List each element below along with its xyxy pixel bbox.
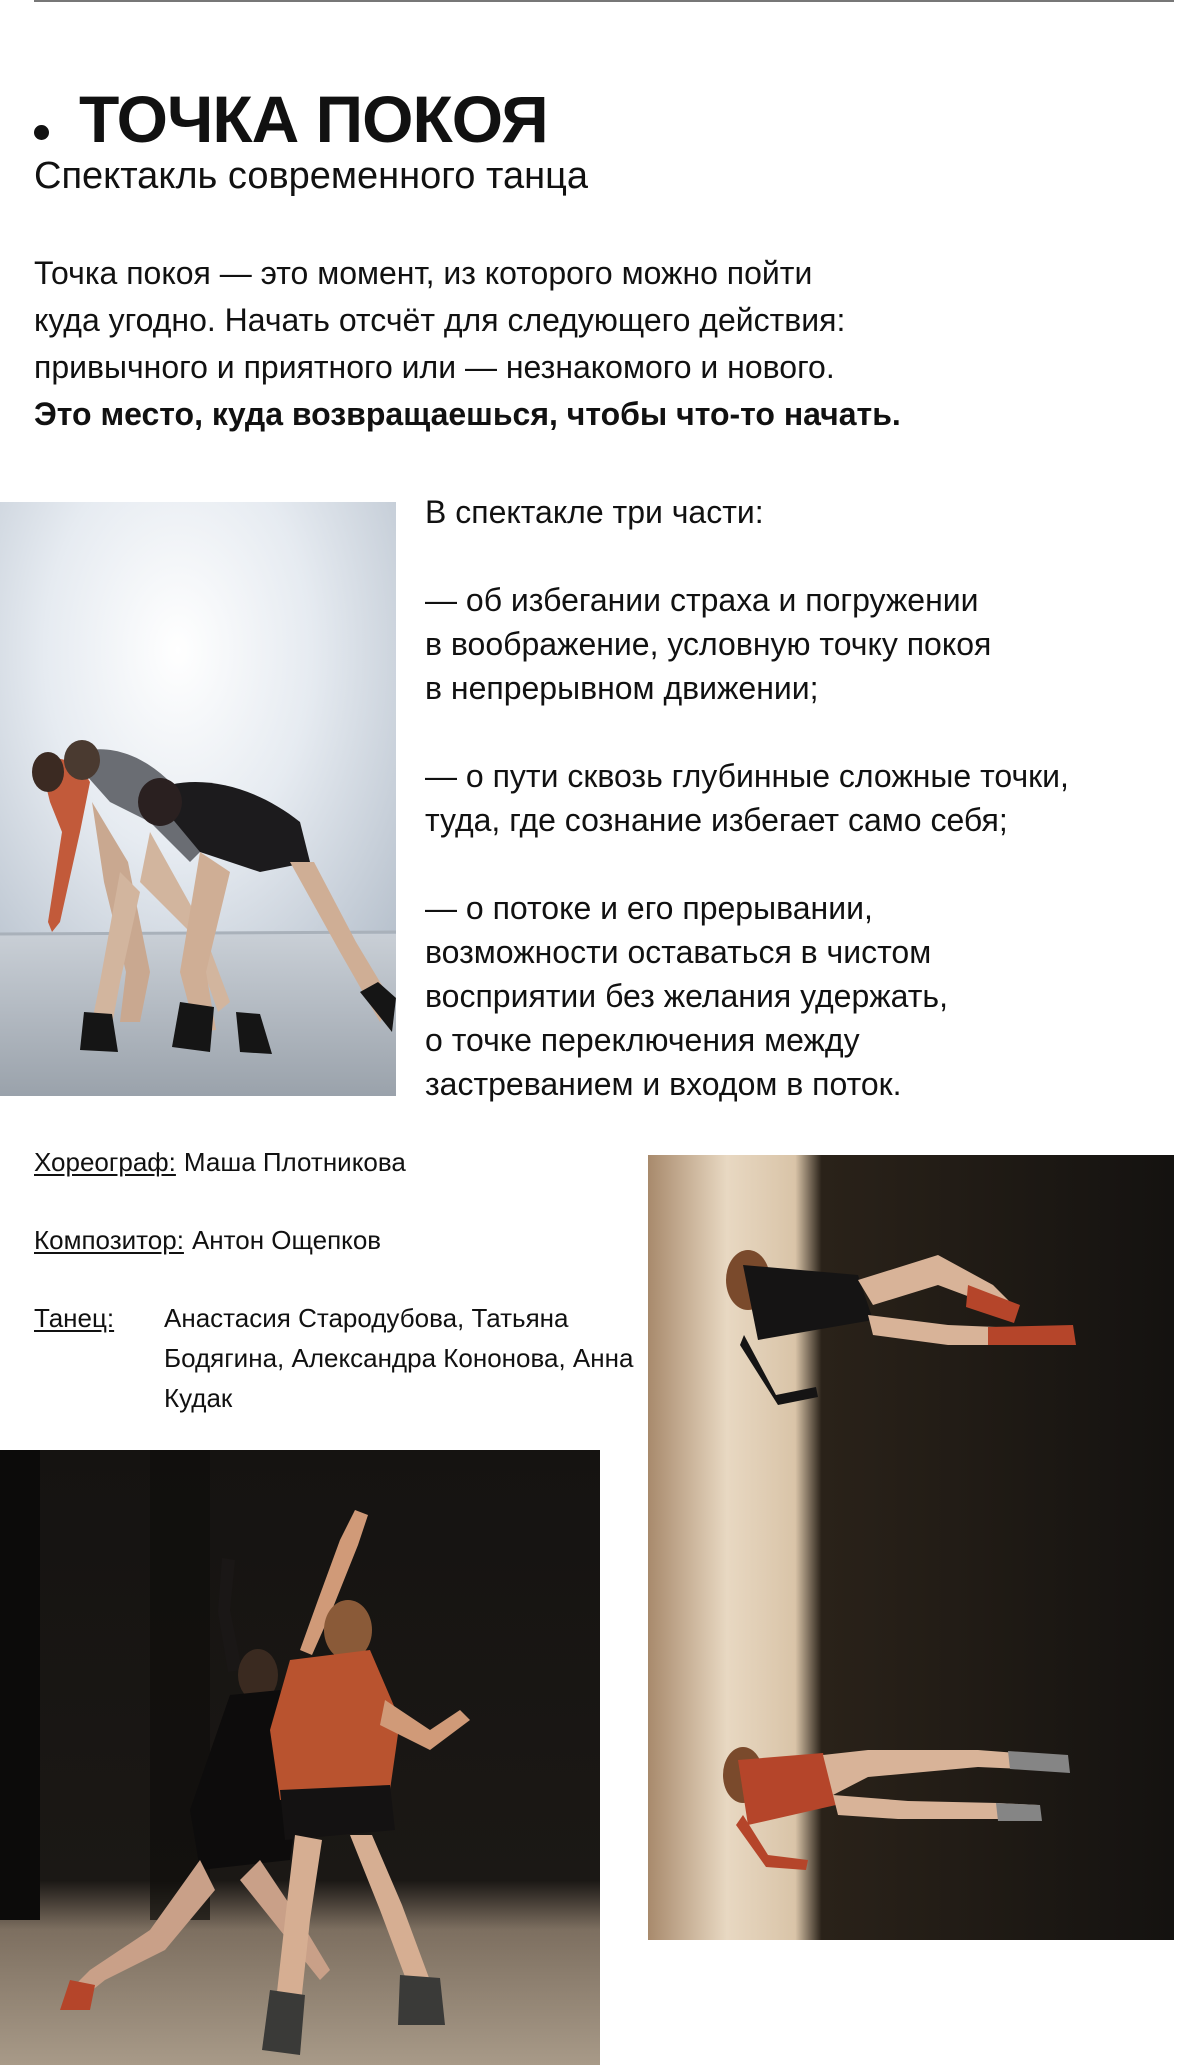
part-item-1 <box>425 578 1185 710</box>
credit-value: Маша Плотникова <box>183 1147 406 1177</box>
photo-studio-dancers <box>0 502 396 1096</box>
part-line: в непрерывном движении; <box>425 670 819 706</box>
credit-dance <box>34 1298 634 1418</box>
part-item-3 <box>425 886 1185 1106</box>
intro-bold-line: Это место, куда возвращаешься, чтобы что-то начать. <box>34 396 901 432</box>
photo-stage-floor <box>648 1155 1174 1940</box>
parts-text <box>425 490 1185 1106</box>
photo-stage-floor-image <box>648 1155 1174 1940</box>
page-title-text: ТОЧКА ПОКОЯ <box>79 82 548 156</box>
part-line: — о потоке и его прерывании, <box>425 890 873 926</box>
part-line: в воображение, условную точку покоя <box>425 626 992 662</box>
parts-heading: В спектакле три части: <box>425 494 764 530</box>
credits <box>34 1142 634 1456</box>
credit-composer <box>34 1220 634 1260</box>
top-divider <box>34 0 1174 2</box>
page-title <box>34 80 548 158</box>
photo-studio-dancers-image <box>0 502 396 1096</box>
credit-value: Анастасия Стародубова, Татьяна Бодягина, Александра Кононова, Анна Кудак <box>164 1303 634 1413</box>
credit-choreographer <box>34 1142 634 1182</box>
credit-value: Антон Ощепков <box>191 1225 382 1255</box>
part-line: — об избегании страха и погружении <box>425 582 979 618</box>
part-line: — о пути сквозь глубинные сложные точки, <box>425 758 1069 794</box>
intro-line: привычного и приятного или — незнакомого и нового. <box>34 349 835 385</box>
title-dot-icon <box>34 125 49 140</box>
credit-label: Композитор: <box>34 1225 184 1255</box>
part-line: восприятии без желания удержать, <box>425 978 948 1014</box>
part-line: возможности оставаться в чистом <box>425 934 932 970</box>
part-line: туда, где сознание избегает само себя; <box>425 802 1008 838</box>
page-subtitle: Спектакль современного танца <box>34 155 588 197</box>
intro-line: куда угодно. Начать отсчёт для следующего действия: <box>34 302 846 338</box>
part-line: застреванием и входом в поток. <box>425 1066 902 1102</box>
photo-stage-raised-arms <box>0 1450 600 2065</box>
part-line: о точке переключения между <box>425 1022 860 1058</box>
intro-line: Точка покоя — это момент, из которого можно пойти <box>34 255 813 291</box>
photo-stage-raised-arms-image <box>0 1450 600 2065</box>
credit-label: Хореограф: <box>34 1147 176 1177</box>
part-item-2 <box>425 754 1185 842</box>
intro-text <box>34 250 1054 438</box>
credit-label: Танец: <box>34 1303 115 1333</box>
